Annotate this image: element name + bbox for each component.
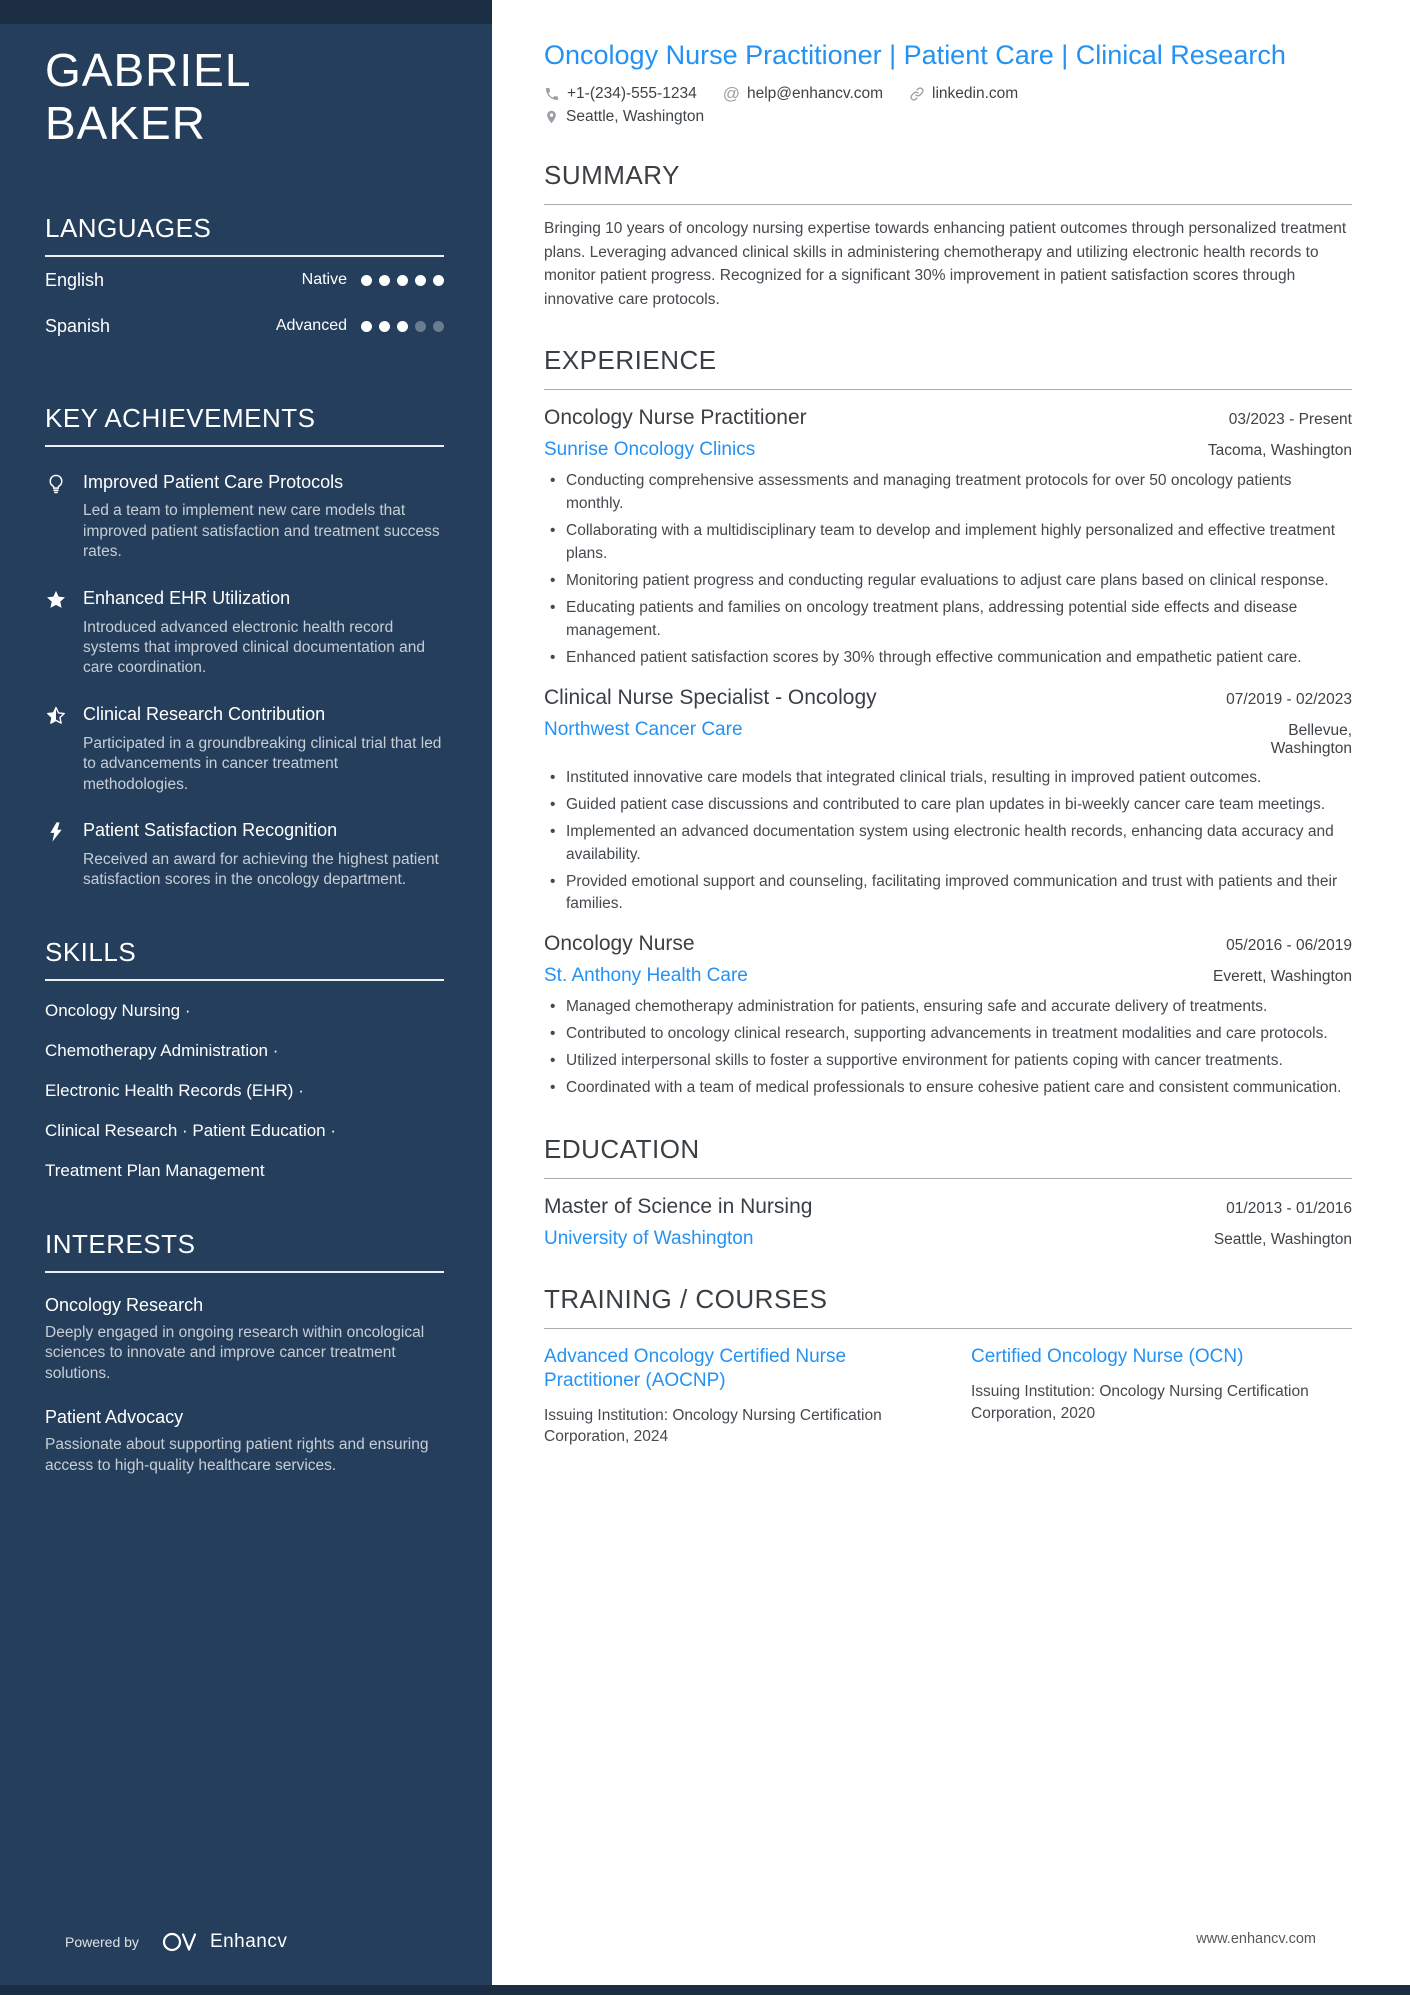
rating-dot-empty	[433, 321, 444, 332]
achievement-text: Introduced advanced electronic health record systems that improved clinical documentation and care coordination.	[83, 618, 426, 677]
skill-item: Oncology Nursing ·	[45, 1000, 191, 1020]
job-company: St. Anthony Health Care	[544, 965, 748, 987]
achievement-title: Improved Patient Care Protocols	[83, 471, 344, 492]
achievement-title: Clinical Research Contribution	[83, 703, 326, 724]
course-entry	[971, 1345, 1352, 1448]
achievement-item	[45, 587, 444, 679]
bullet-item: • Conducting comprehensive assessments and managing treatment protocols for over 50 oncology patients monthly.	[544, 470, 1352, 516]
achievement-title: Patient Satisfaction Recognition	[83, 820, 338, 841]
experience-section	[544, 345, 1352, 1100]
training-section	[544, 1284, 1352, 1448]
phone-icon	[544, 86, 560, 102]
achievement-text: Participated in a groundbreaking clinical trial that led to advancements in cancer treatment methodologies.	[83, 734, 442, 793]
job-location: Bellevue, Washington	[1270, 721, 1352, 757]
half-star-icon	[45, 703, 69, 795]
achievement-item	[45, 471, 444, 563]
lightning-icon	[45, 819, 69, 891]
phone-number[interactable]: +1-(234)-555-1234	[567, 85, 697, 103]
course-title: Certified Oncology Nurse (OCN)	[971, 1346, 1244, 1368]
enhancv-logo-icon	[161, 1929, 201, 1955]
link-contact	[909, 85, 1018, 103]
job-location: Everett, Washington	[1213, 968, 1352, 986]
rating-dot-filled	[361, 321, 372, 332]
interests-heading: INTERESTS	[45, 1229, 444, 1273]
job-company: Northwest Cancer Care	[544, 718, 743, 740]
education-dates: 01/2013 - 01/2016	[1226, 1200, 1352, 1218]
location-text: Seattle, Washington	[566, 108, 705, 126]
job-location: Tacoma, Washington	[1207, 442, 1352, 460]
rating-dot-filled	[397, 321, 408, 332]
job-role: Clinical Nurse Specialist - Oncology	[544, 685, 877, 709]
rating-dot-filled	[433, 275, 444, 286]
bullet-item: • Contributed to oncology clinical research, supporting advancements in treatment modalities and care protocols.	[544, 1023, 1352, 1046]
link-icon	[909, 86, 925, 102]
bullet-item: • Guided patient case discussions and contributed to care plan updates in bi-weekly cancer care team meetings.	[544, 794, 1352, 817]
enhancv-brand-name: Enhancv	[209, 1931, 288, 1952]
job-role: Oncology Nurse	[544, 932, 695, 956]
candidate-name	[45, 44, 444, 151]
skills-section	[45, 937, 444, 1181]
language-name: Spanish	[45, 315, 111, 336]
interest-text: Deeply engaged in ongoing research within oncological sciences to innovate and improve cancer treatment solutions.	[45, 1323, 425, 1383]
bullet-item: • Enhanced patient satisfaction scores by 30% through effective communication and empathetic patient care.	[544, 647, 1352, 670]
achievements-section	[45, 403, 444, 891]
skills-heading: SKILLS	[45, 937, 444, 981]
job-dates: 07/2019 - 02/2023	[1226, 690, 1352, 708]
resume-title: Oncology Nurse Practitioner | Patient Care | Clinical Research	[544, 40, 1286, 70]
achievement-item	[45, 819, 444, 891]
bullet-item: • Coordinated with a team of medical professionals to ensure cohesive patient care and consistent communication.	[544, 1077, 1352, 1100]
location-row	[544, 108, 1352, 126]
achievements-heading: KEY ACHIEVEMENTS	[45, 403, 444, 447]
interest-text: Passionate about supporting patient rights and ensuring access to high-quality healthcare services.	[45, 1436, 429, 1474]
skill-item: Treatment Plan Management	[45, 1160, 265, 1180]
job-dates: 05/2016 - 06/2019	[1226, 937, 1352, 955]
interest-title: Patient Advocacy	[45, 1407, 184, 1427]
job-role: Oncology Nurse Practitioner	[544, 406, 807, 430]
bullet-item: • Monitoring patient progress and conducting regular evaluations to adjust care plans based on clinical response.	[544, 570, 1352, 593]
course-entry	[544, 1345, 925, 1448]
language-level: Native	[301, 271, 347, 289]
language-row	[45, 303, 444, 349]
language-name: English	[45, 269, 105, 290]
rating-dot-filled	[361, 275, 372, 286]
at-icon: @	[722, 84, 740, 104]
education-section	[544, 1134, 1352, 1250]
star-icon	[45, 587, 69, 679]
email-contact	[723, 84, 883, 104]
course-title: Advanced Oncology Certified Nurse Practitioner (AOCNP)	[544, 1346, 847, 1391]
summary-heading: SUMMARY	[544, 160, 1352, 205]
rating-dot-filled	[397, 275, 408, 286]
skill-item: Clinical Research · Patient Education ·	[45, 1120, 337, 1140]
summary-text: Bringing 10 years of oncology nursing expertise towards enhancing patient outcomes through personalized treatment plans. Leveraging advanced clinical skills in administering chemotherapy and utilizing electronic health records to monitor patient progress. Recognized for a significant 30% improvement in patient satisfaction scores through innovative care protocols.	[544, 220, 1347, 308]
location-pin-icon	[544, 109, 559, 125]
interest-item	[45, 1407, 444, 1477]
rating-dot-filled	[415, 275, 426, 286]
job-dates: 03/2023 - Present	[1228, 411, 1352, 429]
bullet-item: • Collaborating with a multidisciplinary team to develop and implement highly personalized and effective treatment plans.	[544, 520, 1352, 566]
location-contact	[544, 108, 704, 126]
linkedin-link[interactable]: linkedin.com	[932, 85, 1019, 103]
degree-name: Master of Science in Nursing	[544, 1195, 813, 1219]
experience-heading: EXPERIENCE	[544, 345, 1352, 390]
job-bullet-list	[544, 470, 1352, 670]
course-issuer: Issuing Institution: Oncology Nursing Certification Corporation, 2024	[544, 1406, 882, 1446]
achievement-item	[45, 703, 444, 795]
enhancv-website-link[interactable]: www.enhancv.com	[1196, 1931, 1316, 1947]
language-rating-dots	[361, 321, 444, 332]
powered-by-label: Powered by	[65, 1934, 139, 1950]
bottom-strip	[0, 1985, 1410, 1995]
training-heading: TRAINING / COURSES	[544, 1284, 1352, 1329]
phone-contact	[544, 85, 697, 103]
interest-title: Oncology Research	[45, 1294, 204, 1315]
bullet-item: • Implemented an advanced documentation system using electronic health records, enhancing data accuracy and availability.	[544, 821, 1352, 867]
experience-entry	[544, 686, 1352, 917]
rating-dot-filled	[379, 275, 390, 286]
languages-heading: LANGUAGES	[45, 213, 444, 257]
school-location: Seattle, Washington	[1213, 1231, 1352, 1249]
name-line-2: BAKER	[45, 97, 206, 150]
name-line-1: GABRIEL	[45, 44, 252, 96]
email-address[interactable]: help@enhancv.com	[746, 85, 884, 103]
contact-row	[544, 84, 1352, 104]
education-heading: EDUCATION	[544, 1134, 1352, 1179]
school-name: University of Washington	[544, 1228, 754, 1250]
bullet-item: • Instituted innovative care models that integrated clinical trials, resulting in improved patient outcomes.	[544, 767, 1352, 790]
skill-item: Chemotherapy Administration ·	[45, 1040, 279, 1060]
achievement-text: Received an award for achieving the highest patient satisfaction scores in the oncology department.	[83, 850, 439, 889]
sidebar-top-strip	[0, 0, 492, 24]
powered-by-footer	[65, 1929, 287, 1955]
languages-section	[45, 213, 444, 349]
rating-dot-empty	[415, 321, 426, 332]
language-level: Advanced	[275, 317, 347, 335]
education-entry	[544, 1195, 1352, 1250]
experience-entry	[544, 932, 1352, 1100]
interests-section	[45, 1229, 444, 1477]
language-row	[45, 257, 444, 303]
lightbulb-icon	[45, 471, 69, 563]
interest-item	[45, 1295, 444, 1385]
achievement-title: Enhanced EHR Utilization	[83, 587, 291, 608]
bullet-item: • Provided emotional support and counseling, facilitating improved communication and trust with patients and their families.	[544, 871, 1352, 917]
bullet-item: • Utilized interpersonal skills to foster a supportive environment for patients coping with cancer treatments.	[544, 1050, 1352, 1073]
language-rating-dots	[361, 275, 444, 286]
job-bullet-list	[544, 996, 1352, 1100]
job-bullet-list	[544, 767, 1352, 917]
training-grid	[544, 1345, 1352, 1448]
experience-entry	[544, 406, 1352, 670]
course-issuer: Issuing Institution: Oncology Nursing Certification Corporation, 2020	[971, 1382, 1309, 1422]
rating-dot-filled	[379, 321, 390, 332]
summary-section	[544, 160, 1352, 311]
bullet-item: • Educating patients and families on oncology treatment plans, addressing potential side effects and disease management.	[544, 597, 1352, 643]
job-company: Sunrise Oncology Clinics	[544, 439, 756, 461]
sidebar	[0, 0, 492, 1995]
bullet-item: • Managed chemotherapy administration for patients, ensuring safe and accurate delivery of treatments.	[544, 996, 1352, 1019]
achievement-text: Led a team to implement new care models that improved patient satisfaction and treatment success rates.	[83, 502, 440, 561]
main-content	[492, 0, 1410, 1448]
skill-item: Electronic Health Records (EHR) ·	[45, 1080, 304, 1100]
